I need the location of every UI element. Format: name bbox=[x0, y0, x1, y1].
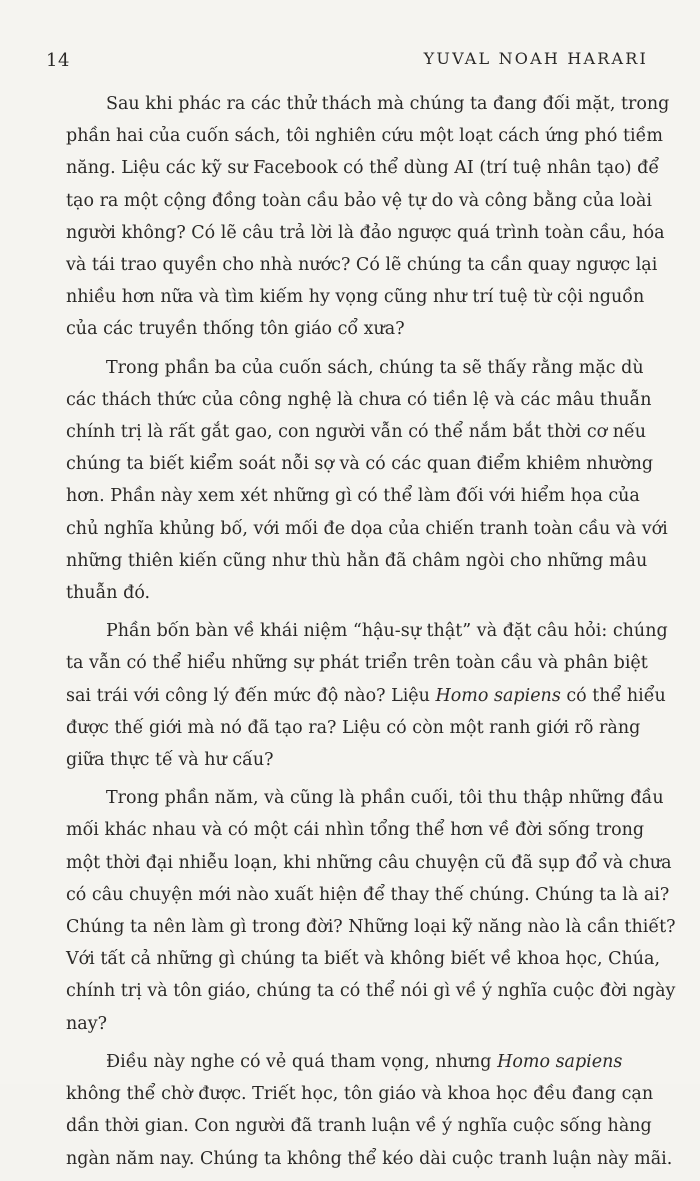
paragraph-5-text-before: Điều này nghe có vẻ quá tham vọng, nhưng bbox=[106, 1051, 498, 1072]
italic-term-homo-sapiens: Homo sapiens bbox=[497, 1051, 623, 1072]
paragraph-1 bbox=[66, 88, 676, 346]
paragraph-1-text: Sau khi phác ra các thử thách mà chúng ta đang đối mặt, trong phần hai của cuốn sách, tôi nghiên cứu một loạt cách ứng phó tiềm năng. Liệu các kỹ sư Facebook có thể dùng AI (trí tuệ nhân tạo) để tạo ra một cộng đồng toàn cầu bảo vệ tự do và công bằng của loài người không? Có lẽ câu trả lời là đảo ngược quá trình toàn cầu, hóa và tái trao quyền cho nhà nước? Có lẽ chúng ta cần quay ngược lại nhiều hơn nữa và tìm kiếm hy vọng cũng như trí tuệ từ cội nguồn của các truyền thống tôn giáo cổ xưa? bbox=[66, 94, 670, 340]
page-number: 14 bbox=[46, 50, 70, 71]
paragraph-3-text-after: có thể hiểu được thế giới mà nó đã tạo ra? Liệu có còn một ranh giới rõ ràng giữa thực tế và hư cấu? bbox=[66, 685, 666, 771]
paragraph-3 bbox=[66, 615, 676, 776]
paragraph-5-text-after: không thể chờ được. Triết học, tôn giáo và khoa học đều đang cạn dần thời gian. Con người đã tranh luận về ý nghĩa cuộc sống hàng ngàn năm nay. Chúng ta không thể kéo dài cuộc tranh luận này mãi. bbox=[66, 1084, 673, 1169]
italic-term-homo-sapiens: Homo sapiens bbox=[435, 685, 561, 706]
body-text bbox=[66, 88, 676, 1181]
paragraph-2-text: Trong phần ba của cuốn sách, chúng ta sẽ thấy rằng mặc dù các thách thức của công nghệ là chưa có tiền lệ và các mâu thuẫn chính trị là rất gắt gao, con người vẫn có thể nắm bắt thời cơ nếu chúng ta biết kiểm soát nỗi sợ và có các quan điểm khiêm nhường hơn. Phần này xem xét những gì có thể làm đối với hiểm họa của chủ nghĩa khủng bố, với mối đe dọa của chiến tranh toàn cầu và với những thiên kiến cũng như thù hằn đã châm ngòi cho những mâu thuẫn đó. bbox=[66, 357, 668, 604]
paragraph-5 bbox=[66, 1046, 676, 1175]
running-header-author: YUVAL NOAH HARARI bbox=[423, 49, 648, 68]
paragraph-3-text-before: Phần bốn bàn về khái niệm “hậu-sự thật” và đặt câu hỏi: chúng ta vẫn có thể hiểu những sự phát triển trên toàn cầu và phân biệt sai trái với công lý đến mức độ nào? Liệu bbox=[66, 621, 668, 706]
paragraph-4 bbox=[66, 782, 676, 1040]
paragraph-4-text: Trong phần năm, và cũng là phần cuối, tôi thu thập những đầu mối khác nhau và có một cái nhìn tổng thể hơn về đời sống trong một thời đại nhiễu loạn, khi những câu chuyện cũ đã sụp đổ và chưa có câu chuyện mới nào xuất hiện để thay thế chúng. Chúng ta là ai? Chúng ta nên làm gì trong đời? Những loại kỹ năng nào là cần thiết? Với tất cả những gì chúng ta biết và không biết về khoa học, Chúa, chính trị và tôn giáo, chúng ta có thể nói gì về ý nghĩa cuộc đời ngày nay? bbox=[66, 788, 676, 1034]
paragraph-2 bbox=[66, 352, 676, 610]
